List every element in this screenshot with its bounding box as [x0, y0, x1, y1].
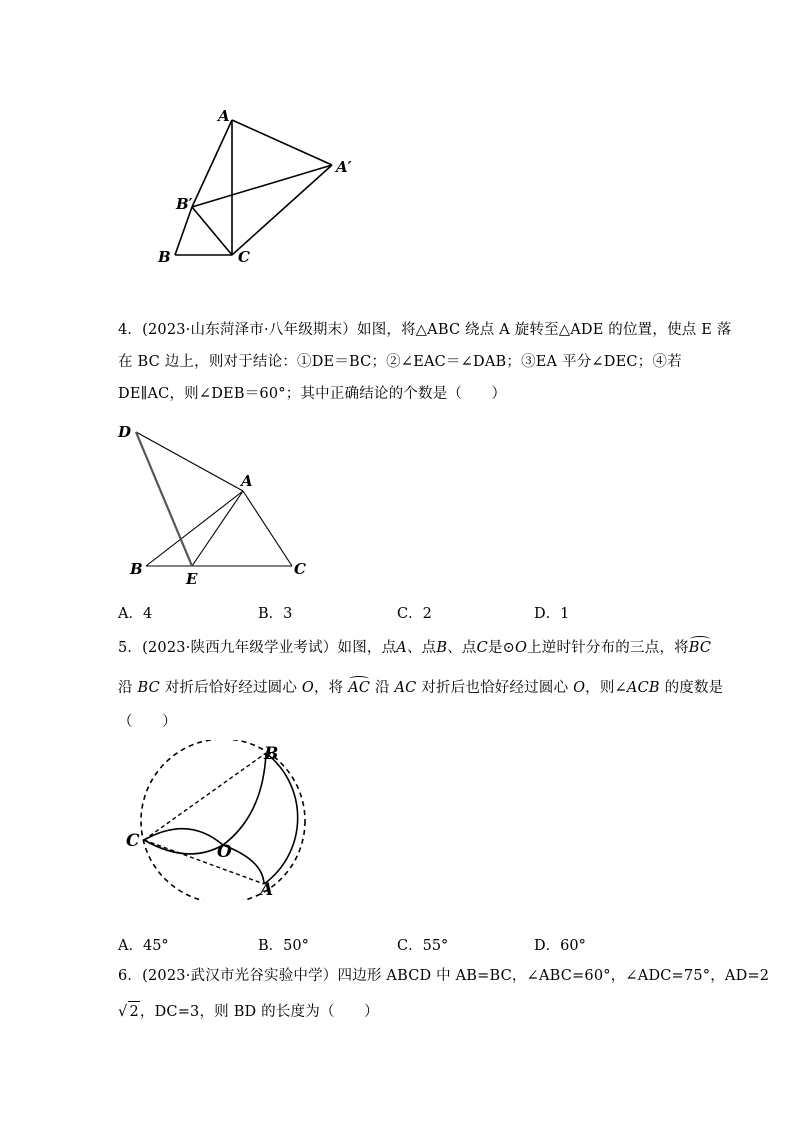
label-A: A: [241, 472, 253, 490]
q5-text-1c: 上逆时针分布的三点，将: [527, 640, 689, 656]
q5-point-B: B: [436, 640, 448, 656]
arc-BC: BC: [688, 640, 712, 656]
question-4-line-2: 在 BC 边上，则对于结论：①DE＝BC；②∠EAC＝∠DAB；③EA 平分∠DEC；④若: [118, 354, 682, 370]
option-B: B．3: [258, 606, 293, 622]
label-E: E: [186, 570, 198, 588]
question-4-line-1: 4．(2023·山东菏泽市·八年级期末）如图，将△ABC 绕点 A 旋转至△ADE 的位置，使点 E 落: [118, 322, 732, 338]
option-A: A．45°: [118, 938, 169, 954]
q5-chord-BC: BC: [137, 680, 160, 696]
question-5-line-2: [118, 678, 723, 698]
option-D: D．1: [534, 606, 570, 622]
q5-text-1b: 是⊙: [487, 640, 515, 656]
q5-text-2c: ，将: [313, 680, 344, 696]
label-A: A: [218, 107, 230, 125]
label-O: O: [217, 842, 232, 862]
rotation-figure-q3: [150, 100, 400, 270]
q6-text-2: ，DC=3，则 BD 的长度为（ ）: [139, 1004, 379, 1020]
label-A-prime: A′: [336, 158, 352, 176]
question-4-line-3: DE∥AC，则∠DEB＝60°；其中正确结论的个数是（ ）: [118, 386, 507, 402]
label-B: B: [158, 248, 171, 266]
label-C: C: [294, 560, 306, 578]
q5-point-O: O: [515, 640, 528, 656]
q5-center-O: O: [301, 680, 314, 696]
label-B: B: [264, 744, 279, 764]
q5-text-1a: 5．(2023·陕西九年级学业考试）如图，点: [118, 640, 397, 656]
option-C: C．55°: [397, 938, 449, 954]
q5-center-O-2: O: [573, 680, 586, 696]
q5-chord-AC: AC: [394, 680, 417, 696]
label-C: C: [238, 248, 250, 266]
q5-text-2g: 的度数是: [664, 680, 724, 696]
q5-text-2e: 对折后也恰好经过圆心: [421, 680, 569, 696]
question-5-line-1: [118, 638, 711, 658]
option-D: D．60°: [534, 938, 586, 954]
q5-text-2d: 沿: [374, 680, 390, 696]
q5-sep-1: 、点: [406, 640, 437, 656]
option-C: C．2: [397, 606, 432, 622]
label-B: B: [130, 560, 143, 578]
option-A: A．4: [118, 606, 153, 622]
q5-angle-ACB: ACB: [626, 680, 660, 696]
option-B: B．50°: [258, 938, 309, 954]
q5-text-2b: 对折后恰好经过圆心: [164, 680, 298, 696]
q5-point-A: A: [396, 640, 407, 656]
circle-fold-figure-q5: [118, 740, 318, 900]
q5-text-2a: 沿: [118, 680, 133, 696]
sqrt-symbol: √: [118, 1004, 128, 1020]
label-B-prime: B′: [176, 195, 193, 213]
question-6-line-1: 6．(2023·武汉市光谷实验中学）四边形 ABCD 中 AB=BC，∠ABC=60°，∠ADC=75°，AD=2: [118, 968, 770, 984]
question-6-line-2: [118, 1001, 379, 1022]
question-5-line-3: （ ）: [118, 714, 177, 730]
label-D: D: [118, 423, 132, 441]
label-A: A: [260, 880, 274, 900]
sqrt-radicand: 2: [128, 1001, 139, 1022]
label-C: C: [126, 831, 140, 851]
rotation-figure-q4: [110, 418, 325, 590]
arc-AC: AC: [348, 680, 371, 696]
q5-sep-2: 、点: [447, 640, 477, 656]
q5-point-C: C: [476, 640, 488, 656]
q5-text-2f: ，则∠: [585, 680, 627, 696]
